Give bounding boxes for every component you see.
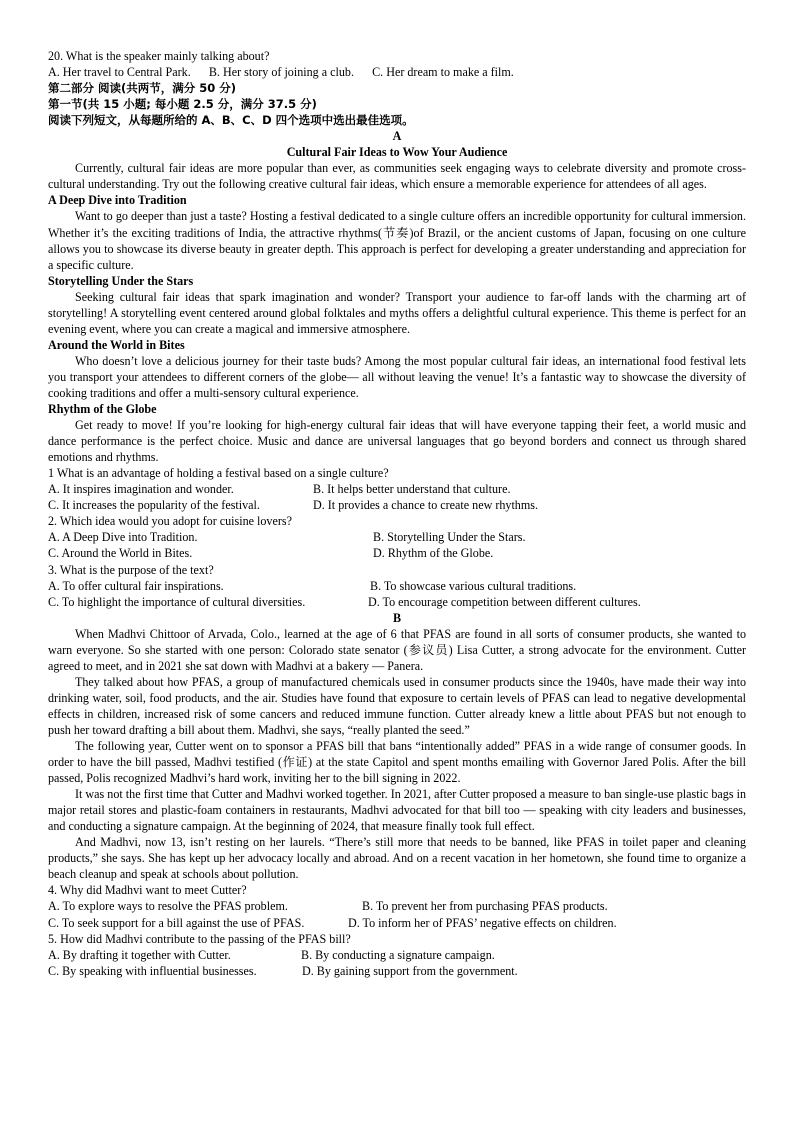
section-heading: Rhythm of the Globe — [48, 402, 157, 417]
question-stem: 4. Why did Madhvi want to meet Cutter? — [48, 883, 247, 898]
option-d: D. Rhythm of the Globe. — [373, 546, 494, 561]
passage-b-paragraph: It was not the first time that Cutter and Madhvi worked together. In 2021, after Cutter proposed a measure to ban single-use plastic bags in major retail stores and plastic-foam containers in restaurants, Madhvi advocated for that bill too — speaking with city leaders and businesses, and conducting a signature campaign. At the beginning of 2024, that measure finally took full effect. — [48, 787, 746, 834]
option-row — [48, 947, 746, 963]
option-c: C. Around the World in Bites. — [48, 546, 193, 561]
option-b: B. To showcase various cultural traditions. — [370, 578, 577, 593]
option-a: A. By drafting it together with Cutter. — [48, 947, 231, 962]
passage-b-paragraph: And Madhvi, now 13, isn’t resting on her laurels. “There’s still more that needs to be banned, like PFAS in toilet paper and cleaning products,” she says. She has kept up her advocacy locally and abroad. And on a recent vacation in her hometown, she found time to organize a beach cleanup and speak at schools about pollution. — [48, 835, 746, 882]
reading-instruction: 阅读下列短文，从每题所给的 A、B、C、D 四个选项中选出最佳选项。 — [48, 113, 414, 128]
section-heading: Storytelling Under the Stars — [48, 273, 194, 288]
option-c: C. By speaking with influential businesses. — [48, 963, 257, 978]
question-stem: 2. Which idea would you adopt for cuisine lovers? — [48, 514, 292, 529]
passage-a-title: Cultural Fair Ideas to Wow Your Audience — [286, 145, 508, 160]
passage-b-paragraph: The following year, Cutter went on to sponsor a PFAS bill that bans “intentionally added” PFAS in a wide range of consumer goods. In order to have the bill passed, Madhvi testified (作证) at the state Capitol and spent months emailing with Governor Jared Polis. After the bill passed, Polis recognized Madhvi’s hard work, inviting her to the bill signing in 2022. — [48, 739, 746, 786]
section-text: Want to go deeper than just a taste? Hosting a festival dedicated to a single culture offers an incredible opportunity for cultural immersion. Whether it’s the exciting traditions of India, the attractive rhythms(节奏)of Brazil, or the ancient customs of Japan, focusing on one culture allows you to showcase its diverse beauty in greater depth. This approach is perfect for developing a greater understanding and appreciation for a specific culture. — [48, 209, 746, 272]
option-b: B. Storytelling Under the Stars. — [373, 530, 526, 545]
section-heading: A Deep Dive into Tradition — [48, 193, 187, 208]
option-b: B. By conducting a signature campaign. — [301, 947, 495, 962]
option-d: D. It provides a chance to create new rhythms. — [313, 498, 538, 513]
passage-a-letter: A — [392, 129, 402, 144]
section-heading: Around the World in Bites — [48, 337, 185, 352]
option-row — [48, 529, 746, 545]
option-row — [48, 481, 746, 497]
option-a: A. A Deep Dive into Tradition. — [48, 530, 198, 545]
option-row — [48, 594, 746, 610]
passage-b-paragraph: They talked about how PFAS, a group of manufactured chemicals used in consumer products since the 1940s, have made their way into drinking water, soil, food products, and the air. Studies have found that exposure to certain levels of PFAS can lead to negative developmental effects in children, increased risk of some cancers and reduced immune function. Cutter already knew a little about PFAS but not enough to push her toward drafting a bill about them. Madhvi, she says, “really planted the seed.” — [48, 674, 746, 737]
section1-title: 第一节(共 15 小题; 每小题 2.5 分，满分 37.5 分) — [48, 97, 317, 112]
option-a: A. To explore ways to resolve the PFAS problem. — [48, 899, 288, 914]
option-row — [48, 963, 746, 979]
option-a: A. To offer cultural fair inspirations. — [48, 578, 224, 593]
option-row — [48, 545, 746, 561]
question-stem: 5. How did Madhvi contribute to the passing of the PFAS bill? — [48, 931, 351, 946]
q20-options: A. Her travel to Central Park. B. Her story of joining a club. C. Her dream to make a film. — [48, 65, 514, 80]
option-d: D. To encourage competition between different cultures. — [368, 594, 641, 609]
option-row — [48, 915, 746, 931]
part2-title: 第二部分 阅读(共两节，满分 50 分) — [48, 81, 237, 96]
option-row — [48, 898, 746, 914]
option-d: D. By gaining support from the government. — [302, 963, 518, 978]
option-c: C. To seek support for a bill against the use of PFAS. — [48, 915, 305, 930]
option-c: C. To highlight the importance of cultural diversities. — [48, 594, 306, 609]
passage-b-letter: B — [392, 610, 402, 625]
question-stem: 3. What is the purpose of the text? — [48, 562, 214, 577]
option-a: A. It inspires imagination and wonder. — [48, 482, 234, 497]
section-text: Get ready to move! If you’re looking for high-energy cultural fair ideas that will have everyone tapping their feet, a world music and dance performance is the perfect choice. Music and dance are universal languages that go beyond borders and connect us through shared emotions and rhythms. — [48, 418, 746, 465]
section-text: Seeking cultural fair ideas that spark imagination and wonder? Transport your audience to far-off lands with the charming art of storytelling! A storytelling event centered around global folktales and myths offers a delightful cultural experience. This theme is perfect for an evening event, where you can create a magical and immersive atmosphere. — [48, 289, 746, 336]
passage-a-intro: Currently, cultural fair ideas are more popular than ever, as communities seek engaging ways to celebrate diversity and promote cross-cultural understanding. Try out the following creative cultural fair ideas, which ensure a memorable experience for attendees of all ages. — [48, 161, 746, 192]
section-text: Who doesn’t love a delicious journey for their taste buds? Among the most popular cultural fair ideas, an international food festival lets you transport your attendees to different corners of the globe— all without leaving the venue! It’s a fantastic way to showcase the diversity of cooking traditions and offer a multi-sensory cultural experience. — [48, 353, 746, 400]
option-b: B. To prevent her from purchasing PFAS products. — [362, 899, 608, 914]
option-row — [48, 578, 746, 594]
question-stem: 1 What is an advantage of holding a festival based on a single culture? — [48, 466, 389, 481]
exam-page — [48, 48, 746, 979]
option-d: D. To inform her of PFAS’ negative effects on children. — [348, 915, 617, 930]
option-c: C. It increases the popularity of the festival. — [48, 498, 260, 513]
option-b: B. It helps better understand that culture. — [313, 482, 511, 497]
passage-b-paragraph: When Madhvi Chittoor of Arvada, Colo., learned at the age of 6 that PFAS are found in all sorts of consumer products, she wanted to warn everyone. So she started with one person: Colorado state senator (参议员) Lisa Cutter, a strong advocate for the environment. Cutter agreed to meet, and in 2021 she sat down with Madhvi at a bakery — Panera. — [48, 626, 746, 673]
q20-stem: 20. What is the speaker mainly talking about? — [48, 49, 270, 63]
option-row — [48, 497, 746, 513]
